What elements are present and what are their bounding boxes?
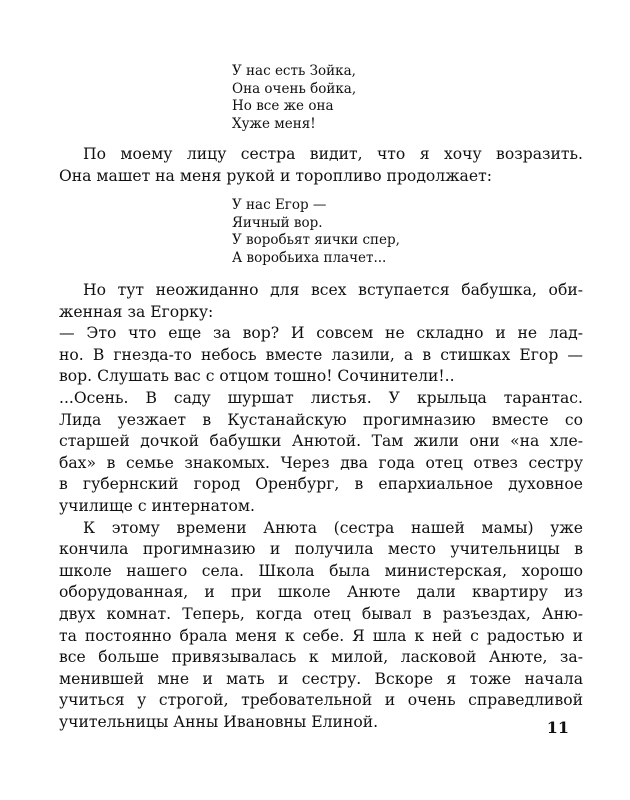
text-line: старшей дочкой бабушки Анютой. Там жили они «на хле- [59,432,583,451]
text-line: Она машет на меня рукой и торопливо продолжает: [59,166,492,185]
poem-egor [232,197,400,267]
text-line: все больше привязывалась к милой, ласковой Анюте, за- [59,648,583,667]
poem-line: Хуже меня! [232,115,316,132]
text-line: учиться у строгой, требовательной и очень справедливой [59,691,583,710]
text-line: К этому времени Анюта (сестра нашей мамы) уже [83,518,583,537]
text-line: но. В гнезда-то небось вместе лазили, а в стишках Егор — [59,345,583,364]
poem-zoika [232,63,356,133]
text-line: По моему лицу сестра видит, что я хочу возразить. [83,145,583,163]
text-line: — Это что еще за вор? И совсем не складно и не лад- [59,324,583,343]
text-line: Но тут неожиданно для всех вступается бабушка, оби- [83,281,583,299]
poem-line: А воробьиха плачет... [232,249,387,266]
paragraph-main-text [59,280,583,733]
poem-line: У нас Егор — [232,197,327,213]
paragraph-sister-objection [59,144,583,187]
text-line: училище с интернатом. [59,496,255,515]
poem-line: У воробьят яички спер, [232,232,400,248]
poem-line: Яичный вор. [232,214,323,231]
text-line: та постоянно брала меня к себе. Я шла к ней с радостью и [59,626,583,645]
text-line: оборудованная, и при школе Анюте дали квартиру из [59,583,583,602]
text-line: школе нашего села. Школа была министерская, хорошо [59,561,583,580]
text-line: в губернский город Оренбург, в епархиальное духовное [59,475,583,494]
text-line: бах» в семье знакомых. Через два года отец отвез сестру [59,453,583,472]
poem-line: Но все же она [232,98,334,114]
poem-line: Она очень бойка, [232,80,357,97]
text-line: менившей мне и мать и сестру. Вскоре я тоже начала [59,669,583,688]
page-number: 11 [546,718,569,737]
text-line: двух комнат. Теперь, когда отец бывал в разъездах, Аню- [59,604,583,623]
text-line: ...Осень. В саду шуршат листья. У крыльца тарантас. [59,388,583,407]
text-line: вор. Слушать вас с отцом тошно! Сочинители!.. [59,367,455,386]
text-line: Лида уезжает в Кустанайскую прогимназию вместе со [59,410,583,429]
text-line: учительницы Анны Ивановны Елиной. [59,712,379,731]
text-line: кончила прогимназию и получила место учительницы в [59,540,583,559]
poem-line: У нас есть Зойка, [232,63,356,79]
text-line: женная за Егорку: [59,302,214,321]
